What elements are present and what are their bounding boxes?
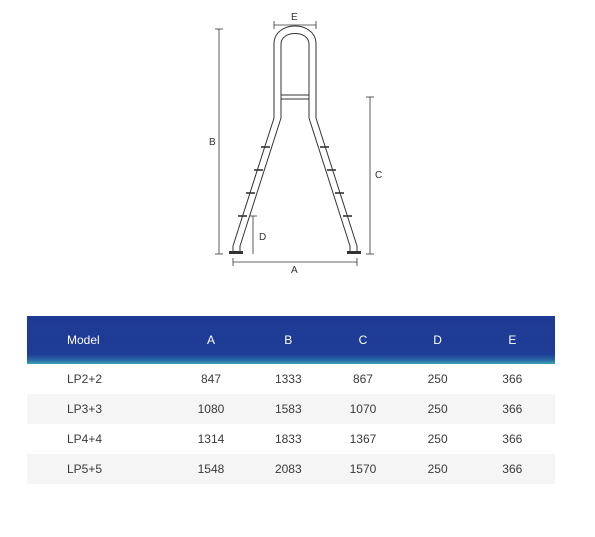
cell-c: 867 — [352, 372, 373, 386]
table-row — [27, 394, 555, 424]
cell-c: 1367 — [349, 432, 377, 446]
cell-e: 366 — [502, 402, 523, 416]
cell-e: 366 — [502, 462, 523, 476]
cell-a: 1548 — [197, 462, 225, 476]
cell-c: 1070 — [349, 402, 377, 416]
table-row — [27, 364, 555, 394]
cell-b: 1583 — [274, 402, 302, 416]
cell-a: 847 — [200, 372, 221, 386]
column-header-model: Model — [67, 333, 100, 347]
cell-d: 250 — [427, 432, 448, 446]
cell-e: 366 — [502, 372, 523, 386]
table-row — [27, 454, 555, 484]
cell-c: 1570 — [349, 462, 377, 476]
table-row — [27, 424, 555, 454]
dimension-label-c: C — [375, 170, 383, 181]
cell-e: 366 — [502, 432, 523, 446]
cell-a: 1080 — [197, 402, 225, 416]
column-header-d: D — [433, 333, 442, 347]
column-header-e: E — [508, 333, 517, 347]
cell-b: 1333 — [274, 372, 302, 386]
cell-b: 1833 — [274, 432, 302, 446]
dimension-label-a: A — [291, 265, 298, 276]
column-header-a: A — [206, 333, 215, 347]
dimension-label-e: E — [291, 12, 298, 23]
ladder-inner-rail — [240, 34, 350, 253]
ladder-feet — [229, 251, 361, 254]
cell-model: LP5+5 — [67, 462, 103, 476]
left-foot — [229, 251, 243, 254]
column-header-c: C — [358, 333, 368, 347]
table-header-row — [27, 316, 555, 364]
dimension-label-b: B — [209, 137, 216, 148]
cell-b: 2083 — [274, 462, 302, 476]
cell-d: 250 — [427, 372, 448, 386]
cell-model: LP2+2 — [67, 372, 103, 386]
column-header-b: B — [284, 333, 293, 347]
cell-d: 250 — [427, 462, 448, 476]
ladder-outer-rail — [233, 26, 357, 252]
cell-a: 1314 — [197, 432, 225, 446]
step-marks — [238, 147, 352, 216]
cell-d: 250 — [427, 402, 448, 416]
cell-model: LP3+3 — [67, 402, 103, 416]
right-foot — [347, 251, 361, 254]
dimension-label-d: D — [259, 232, 267, 243]
ladder-frame — [233, 26, 357, 252]
spec-table — [27, 316, 555, 484]
cell-model: LP4+4 — [67, 432, 103, 446]
